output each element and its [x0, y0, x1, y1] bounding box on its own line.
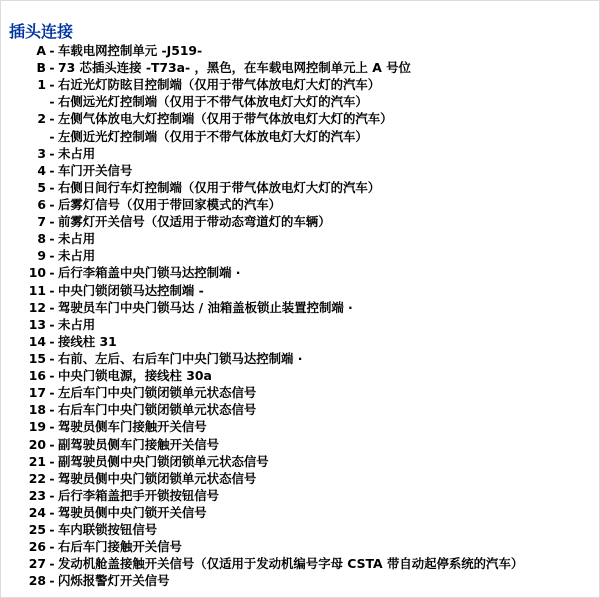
pin-description: 发动机舱盖接触开关信号（仅适用于发动机编号字母 CSTA 带自动起停系统的汽车） — [58, 556, 524, 572]
pin-number: 10 — [28, 265, 46, 281]
dash-separator: - — [49, 436, 55, 452]
pin-description: 接线柱 31 — [58, 333, 117, 349]
pin-number: 21 — [28, 453, 46, 469]
list-item — [0, 487, 600, 504]
list-item — [0, 76, 600, 93]
pin-description: 闪烁报警灯开关信号 — [58, 573, 170, 589]
list-item — [0, 282, 600, 299]
pin-number: 12 — [28, 299, 46, 315]
dash-separator: - — [49, 539, 55, 555]
dash-separator: - — [49, 453, 55, 469]
list-item — [0, 384, 600, 401]
pin-number: 7 — [37, 214, 46, 230]
pin-description: 右近光灯防眩目控制端（仅用于带气体放电灯大灯的汽车） — [58, 77, 381, 93]
dash-separator: - — [49, 556, 55, 572]
pin-description: 右后车门接触开关信号 — [58, 539, 182, 555]
dash-separator: - — [49, 385, 55, 401]
pin-number: 1 — [37, 77, 46, 93]
dash-separator: - — [49, 350, 55, 366]
pin-number: 5 — [37, 179, 46, 195]
dash-separator: - — [49, 402, 55, 418]
list-item — [0, 418, 600, 435]
dash-separator: - — [49, 573, 55, 589]
dash-separator: - — [49, 179, 55, 195]
list-item — [0, 333, 600, 350]
list-item — [0, 504, 600, 521]
pin-number: 18 — [28, 402, 46, 418]
pin-description: 未占用 — [58, 316, 96, 332]
dash-separator: - — [49, 196, 55, 212]
pin-number: B — [36, 60, 46, 76]
pin-description: 中央门锁闭锁马达控制端 - — [58, 282, 204, 298]
pin-description: 车内联锁按钮信号 — [58, 522, 158, 538]
dash-separator: - — [49, 522, 55, 538]
list-item — [0, 350, 600, 367]
pin-description: 左侧气体放电大灯控制端（仅用于带气体放电灯大灯的汽车） — [58, 111, 393, 127]
pin-number: 15 — [28, 350, 46, 366]
pin-number: 22 — [28, 470, 46, 486]
connector-pin-list — [0, 42, 600, 590]
dash-separator: - — [49, 111, 55, 127]
dash-separator: - — [49, 487, 55, 503]
pin-description: 73 芯插头连接 -T73a- ，黑色，在车载电网控制单元上 A 号位 — [58, 60, 411, 76]
dash-separator: - — [49, 231, 55, 247]
list-item — [0, 230, 600, 247]
pin-number: 25 — [28, 522, 46, 538]
list-item — [0, 572, 600, 589]
dash-separator: - — [49, 128, 55, 144]
dash-separator: - — [49, 470, 55, 486]
pin-number: 14 — [28, 333, 46, 349]
pin-description: 驾驶员侧中央门锁闭锁单元状态信号 — [58, 470, 257, 486]
list-item — [0, 179, 600, 196]
dash-separator: - — [49, 368, 55, 384]
list-item — [0, 264, 600, 281]
list-item — [0, 196, 600, 213]
pin-description: 右侧日间行车灯控制端（仅用于带气体放电灯大灯的汽车） — [58, 179, 381, 195]
dash-separator: - — [49, 282, 55, 298]
dash-separator: - — [49, 94, 55, 110]
pin-number: 11 — [28, 282, 46, 298]
pin-description: 副驾驶员侧中央门锁闭锁单元状态信号 — [58, 453, 269, 469]
pin-number: 28 — [28, 573, 46, 589]
pin-number: A — [36, 43, 46, 58]
pin-number: 2 — [37, 111, 46, 127]
pin-number: 13 — [28, 316, 46, 332]
pin-description: 未占用 — [58, 145, 96, 161]
list-item — [0, 162, 600, 179]
list-item — [0, 110, 600, 127]
pin-description: 驾驶员车门中央门锁马达 / 油箱盖板锁止装置控制端 · — [58, 299, 353, 315]
pin-number: 8 — [37, 231, 46, 247]
list-item — [0, 59, 600, 76]
dash-separator: - — [49, 419, 55, 435]
pin-number: 24 — [28, 504, 46, 520]
list-item — [0, 299, 600, 316]
pin-number: 26 — [28, 539, 46, 555]
pin-number: 23 — [28, 487, 46, 503]
pin-number: 4 — [37, 162, 46, 178]
pin-description: 后行李箱盖中央门锁马达控制端 · — [58, 265, 241, 281]
list-item — [0, 555, 600, 572]
pin-number: 17 — [28, 385, 46, 401]
dash-separator: - — [49, 214, 55, 230]
pin-description: 左后车门中央门锁闭锁单元状态信号 — [58, 385, 257, 401]
pin-description: 未占用 — [58, 248, 96, 264]
dash-separator: - — [49, 162, 55, 178]
pin-description: 后行李箱盖把手开锁按钮信号 — [58, 487, 220, 503]
pin-description: 前雾灯开关信号（仅适用于带动态弯道灯的车辆） — [58, 214, 331, 230]
pin-description: 中央门锁电源，接线柱 30a — [58, 368, 212, 384]
pin-number: 9 — [37, 248, 46, 264]
pin-description: 未占用 — [58, 231, 96, 247]
dash-separator: - — [49, 316, 55, 332]
list-item — [0, 367, 600, 384]
pin-number: 3 — [37, 145, 46, 161]
list-item — [0, 128, 600, 145]
dash-separator: - — [49, 299, 55, 315]
list-item — [0, 93, 600, 110]
list-item — [0, 145, 600, 162]
dash-separator: - — [49, 43, 55, 58]
list-item — [0, 247, 600, 264]
pin-description: 右后车门中央门锁闭锁单元状态信号 — [58, 402, 257, 418]
pin-description: 驾驶员侧中央门锁开关信号 — [58, 504, 207, 520]
pin-description: 驾驶员侧车门接触开关信号 — [58, 419, 207, 435]
dash-separator: - — [49, 145, 55, 161]
dash-separator: - — [49, 60, 55, 76]
pin-description: 右前、左后、右后车门中央门锁马达控制端 · — [58, 350, 303, 366]
dash-separator: - — [49, 333, 55, 349]
list-item — [0, 436, 600, 453]
list-item — [0, 453, 600, 470]
pin-number: 16 — [28, 368, 46, 384]
pin-description: 后雾灯信号（仅用于带回家模式的汽车） — [58, 196, 282, 212]
list-item — [0, 470, 600, 487]
list-item — [0, 401, 600, 418]
list-item — [0, 521, 600, 538]
list-item — [0, 42, 600, 59]
dash-separator: - — [49, 265, 55, 281]
pin-description: 副驾驶员侧车门接触开关信号 — [58, 436, 220, 452]
pin-description: 车载电网控制单元 -J519- — [58, 43, 203, 58]
list-item — [0, 538, 600, 555]
pin-description: 车门开关信号 — [58, 162, 133, 178]
dash-separator: - — [49, 77, 55, 93]
list-item — [0, 316, 600, 333]
section-title: 插头连接 — [9, 22, 74, 41]
dash-separator: - — [49, 248, 55, 264]
pin-number: 19 — [28, 419, 46, 435]
pin-number: 27 — [28, 556, 46, 572]
list-item — [0, 213, 600, 230]
pin-description: 左侧近光灯控制端（仅用于不带气体放电灯大灯的汽车） — [58, 128, 368, 144]
dash-separator: - — [49, 504, 55, 520]
pin-description: 右侧远光灯控制端（仅用于不带气体放电灯大灯的汽车） — [58, 94, 368, 110]
pin-number: 20 — [28, 436, 46, 452]
pin-number: 6 — [37, 196, 46, 212]
